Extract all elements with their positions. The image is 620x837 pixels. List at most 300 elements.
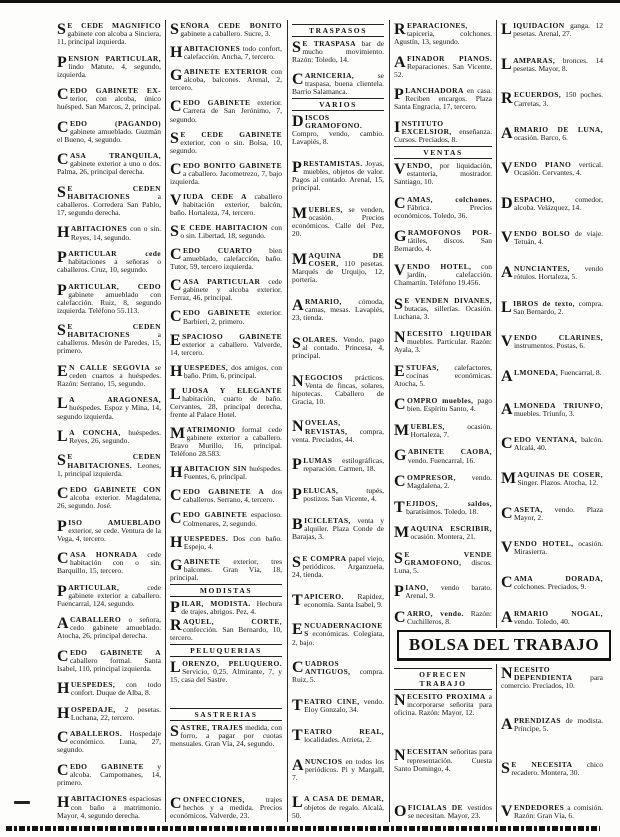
ad-body: ocasión. Barco, 6. <box>513 133 568 143</box>
ad-lead: GABINETE CAOBA, <box>394 447 492 465</box>
section <box>501 22 603 626</box>
ad-body: Leones, 1, principal izquierda. <box>57 460 161 478</box>
ad-lead: ARMARIO NOGAL, <box>501 608 603 626</box>
classified-ad <box>292 517 384 541</box>
classified-ad <box>292 160 384 192</box>
ad-lead: GRAMOFONOS POR- <box>394 228 492 246</box>
ad-body: de modista. Príncipe, 5. <box>513 716 603 734</box>
classified-ad <box>292 728 384 744</box>
column-rule <box>165 20 166 822</box>
classified-ad <box>394 196 492 220</box>
ad-body: Reparaciones. San Vicente, 52. <box>394 61 492 79</box>
ad-list <box>170 22 282 582</box>
ad-lead: SE CEDE HABITACION <box>170 223 268 241</box>
classified-ad <box>292 72 384 96</box>
ad-lead: LORENZO, PELUQUERO. <box>170 659 282 676</box>
ad-lead: PARTICULAR cede <box>57 248 161 266</box>
ad-lead: EN CALLE SEGOVIA <box>57 362 151 380</box>
classified-ad <box>292 206 384 238</box>
ad-lead: SE COMPRA <box>292 553 347 571</box>
ad-list <box>170 600 282 642</box>
classified-ad <box>57 616 161 640</box>
ad-body: caballero habitación exterior, balcón, baño. Hortaleza, 74, tercero. <box>170 191 282 218</box>
classified-ad <box>394 330 492 354</box>
ad-lead: CAMA DORADA, <box>501 574 603 592</box>
section-header: TRASPASOS <box>292 24 384 37</box>
ad-lead: PRESTAMISTAS. <box>292 158 363 176</box>
ad-body: butacas, sillerías. Ocasión. Luchana, 3. <box>394 303 492 321</box>
ad-body: con jardín, calefacción. Chamartín. Teléfono 19.456. <box>394 261 492 288</box>
ad-lead: MUEBLES, <box>394 421 445 439</box>
ad-lead: PLANCHADORA <box>394 86 464 104</box>
ad-body: chico recadero. Montera, 30. <box>511 759 604 777</box>
ad-body: ocasión. Hortaleza, 7. <box>410 421 492 439</box>
classified-ad <box>57 323 161 355</box>
ad-lead: PILAR, MODISTA. <box>170 599 251 616</box>
section <box>394 144 492 626</box>
ad-body: ganga. 12 pesetas. Arenal, 27. <box>513 22 603 39</box>
ad-lead: LIQUIDACION <box>501 22 565 38</box>
ad-lead: ALMONEDA, <box>501 368 559 386</box>
ad-lead: PIANO, <box>394 583 429 601</box>
classified-ad <box>170 364 282 380</box>
ad-body: estilográficas, reparación. Carmen, 18. <box>303 456 384 474</box>
classified-ad <box>170 247 282 271</box>
ad-body: enseñanza. Cursos. Preciados, 8. <box>394 126 492 144</box>
classified-ad <box>394 397 492 413</box>
ad-body: papel viejo, periódicos. Arganzuela, 24, tienda. <box>292 553 384 579</box>
ad-lead: CEDO BONITO GABINETE <box>170 160 282 178</box>
ad-body: de viaje. Tetuán, 4. <box>513 229 604 247</box>
ad-body: Hospedaje económico. Luna, 27, segundo. <box>57 729 161 755</box>
ad-body: calefactores, cocinas económicas. Atocha, 5. <box>394 362 492 388</box>
ad-lead: SASTRE, TRAJES <box>170 723 244 740</box>
classified-ad <box>57 22 161 46</box>
ad-lead: SEÑORA CEDE BONITO <box>170 22 282 38</box>
ad-body: todo confort, calefacción. Ancha, 7, tercero. <box>183 44 282 62</box>
classified-ad <box>394 610 492 626</box>
section-header: MODISTAS <box>170 584 282 597</box>
classified-ad <box>170 465 282 481</box>
ad-lead: LA CASA DE DEMAR, <box>292 794 384 812</box>
ad-lead: ARMARIO, <box>292 296 342 314</box>
column-5-lower <box>499 666 605 820</box>
classified-ad <box>501 506 603 522</box>
ad-body: espaciosas con baño a matrimonio. Mayor, 4, segundo derecha. <box>57 794 161 820</box>
classified-ad <box>394 551 492 575</box>
ad-body: lindo Matute, 4, segundo, izquierda. <box>57 61 161 79</box>
ad-lead: HUESPEDES, <box>170 362 229 380</box>
ad-lead: PENSION PARTICULAR, <box>57 53 161 71</box>
ad-body: gabinete exterior a uno o dos. Palma, 26, principal derecha. <box>57 159 161 177</box>
ad-lead: HOSPEDAJE, <box>57 704 116 722</box>
ad-lead: ENCUADERNACIONES <box>292 621 383 639</box>
ad-lead: CUADROS ANTIGUOS, <box>292 659 351 677</box>
section-header: VARIOS <box>292 98 384 111</box>
ad-body: Fábrica. Precios económicos. Toledo, 36. <box>394 202 492 220</box>
classified-ad <box>57 185 161 217</box>
ad-body: vendo barato. Arenal, 9. <box>405 583 492 601</box>
ad-lead: CABALLEROS. <box>57 729 123 747</box>
ad-lead: MUEBLES, <box>292 204 343 222</box>
ad-list <box>170 724 282 820</box>
column-rule <box>287 20 288 822</box>
ad-body: discos. Luna, 5. <box>394 557 492 575</box>
ad-body: habitaciones a señoras o caballeros. Cruz, 10, segundo. <box>57 257 161 275</box>
ad-body: a caballero. Jacometrezo, 7, bajo izquierda. <box>170 168 282 186</box>
classified-ad <box>170 193 282 217</box>
ad-list <box>501 666 603 820</box>
classified-ad <box>170 387 282 419</box>
ad-body: vertical. Ocasión. Cervantes, 4. <box>513 159 603 177</box>
section <box>170 642 282 706</box>
ad-body: con todo confort. Duque de Alba, 8. <box>70 680 161 698</box>
classified-ad <box>292 758 384 782</box>
ad-lead: VENDO BOLSO <box>501 229 571 247</box>
ad-lead: SOLARES. <box>292 334 338 352</box>
ad-lead: LA ARAGONESA, <box>57 395 161 413</box>
classified-ad <box>57 551 161 575</box>
ad-body: pago bien. Espíritu Santo, 4. <box>406 396 492 414</box>
ad-lead: SE CEDE GABINETE <box>170 129 282 147</box>
ad-lead: CASA PARTICULAR <box>170 277 261 295</box>
ad-lead: RECUERDOS, <box>501 90 562 108</box>
classified-ad <box>57 486 161 510</box>
ad-list <box>394 22 492 144</box>
ad-body: muebles. Particular. Razón: Ayala, 3. <box>394 337 492 355</box>
ad-lead: SE TRASPASA <box>292 39 356 56</box>
ad-body: cede gabinete exterior a caballero. Fuencarral, 124, segundo. <box>57 582 161 608</box>
classified-ad <box>170 131 282 155</box>
ad-body: 110 pesetas. Marqués de Urquijo, 12, portería. <box>292 258 384 285</box>
ad-body: espacioso. Colmenares, 2, segundo. <box>182 510 282 528</box>
classified-ad <box>394 584 492 600</box>
classified-ad <box>501 610 603 626</box>
ad-body: tupés, postizos. San Vicente, 4. <box>303 486 384 504</box>
ad-lead: VENDO, <box>394 161 433 178</box>
classified-ad <box>394 22 492 46</box>
scan-smudge <box>14 801 30 804</box>
ad-lead: SE NECESITA <box>501 759 573 777</box>
ad-body: por liquidación, estantería, mostrador. Santiago, 10. <box>394 161 492 187</box>
ad-body: gabinete a caballero. Sucre, 3. <box>180 29 271 39</box>
ad-lead: SE CEDEN HABITACIONES. <box>57 452 161 470</box>
classified-ad <box>394 297 492 321</box>
ad-body: baratísimos. Toledo, 18. <box>406 506 479 516</box>
classified-ad <box>170 488 282 504</box>
classified-ad <box>501 436 603 452</box>
ad-lead: VENDO HOTEL, <box>501 539 574 557</box>
ad-lead: VENDO CLARINES, <box>501 333 603 351</box>
classified-ad <box>394 423 492 439</box>
ad-lead: SE CEDE MAGNIFICO <box>57 22 161 38</box>
classified-ad <box>394 120 492 144</box>
ad-lead: PISO AMUEBLADO <box>57 517 161 535</box>
ad-lead: NOVELAS, REVISTAS, <box>292 418 348 436</box>
classified-ad <box>501 334 603 350</box>
ad-lead: VENDO PIANO <box>501 159 572 177</box>
ad-lead: HABITACION SIN <box>170 464 247 482</box>
classified-ad <box>394 804 492 820</box>
classified-ad <box>501 57 603 73</box>
ad-body: se ceden cuartos a huéspedes. Razón: Serrano, 15, segundo. <box>57 362 161 388</box>
ad-body: se venden, ocasión. Precios económicos. Calle del Pez, 20. <box>292 204 385 239</box>
classified-ad <box>170 426 282 458</box>
classified-ad <box>57 87 161 111</box>
bolsa-del-trabajo-heading: BOLSA DEL TRABAJO <box>397 630 611 661</box>
ad-body: vendo rótulos. Hortaleza, 5. <box>513 263 603 282</box>
ad-lead: CEDO CUARTO <box>170 246 253 264</box>
ad-lead: CEDO GABINETE <box>170 308 251 326</box>
ad-lead: PARTICULAR, CEDO <box>57 281 161 299</box>
ad-body: dos caballeros. Serrano, 4, tercero. <box>182 487 283 505</box>
section-header: SASTRERIAS <box>170 708 282 721</box>
section <box>501 666 603 820</box>
ad-lead: COMPRESOR, <box>394 472 456 490</box>
classified-ad <box>292 660 384 684</box>
classified-ad <box>170 278 282 302</box>
ad-lead: HABITACIONES <box>170 44 241 62</box>
ad-lead: CEDO GABINETE <box>170 98 251 116</box>
ad-list <box>394 693 492 820</box>
ad-list <box>170 660 282 706</box>
ad-body: gabinete amueblado con calefacción. Ruiz, 8, segundo izquierda. Teléfono 55.113. <box>57 289 161 315</box>
ad-lead: MAQUINA DE COSER, <box>292 250 384 268</box>
column-2 <box>168 22 284 820</box>
ad-lead: LAMPARAS, <box>501 55 556 73</box>
ad-body: colchones. Preciados, 9. <box>513 582 587 592</box>
classified-ad <box>394 87 492 111</box>
classified-ad <box>57 795 161 819</box>
ad-lead: CASETA, <box>501 504 543 522</box>
classified-ad <box>57 225 161 241</box>
ad-body: venta y alquiler. Plaza Conde de Barajas, 3. <box>292 515 384 542</box>
ad-body: en casa. Reciben encargos. Plaza Santa Engracia, 17, tercero. <box>394 86 493 112</box>
classified-ad <box>57 706 161 722</box>
ad-body: vestidos se necesitan. Mayor, 23. <box>407 802 492 820</box>
ad-lead: MAQUINA ESCRIBIR, <box>394 524 492 542</box>
ad-lead: CARRO, vendo. <box>394 608 464 626</box>
ad-lead: AFINADOR PIANOS. <box>394 53 492 71</box>
ad-body: trajes hechos y a medida. Precios económicos. Valverde, 23. <box>170 794 282 820</box>
ad-lead: MATRIMONIO <box>170 425 236 443</box>
ad-body: dos amigos, con baño. Prim, 6, principal. <box>183 362 282 380</box>
ad-body: Compro, vendo, cambio. Lavapiés, 8. <box>292 129 384 147</box>
ad-lead: BICICLETAS, <box>292 515 351 533</box>
ad-body: Vendo, pago al contado. Princesa, 4, principal. <box>292 334 384 360</box>
classified-ad <box>501 368 603 386</box>
ad-body: cómoda, camas, mesas. Lavapiés, 23, tienda. <box>292 296 384 322</box>
classified-ad <box>292 698 384 714</box>
classified-ad <box>170 22 282 38</box>
classified-ad <box>170 68 282 92</box>
ad-body: alcoba exterior. Magdalena, 26, segundo. José. <box>57 493 161 511</box>
classified-ad <box>57 730 161 754</box>
classified-ad <box>394 748 492 772</box>
classified-ad <box>394 263 492 287</box>
ad-body: gabinete con alcoba a Sinciera, 11, principal izquierda. <box>57 29 161 47</box>
classified-ad <box>394 364 492 388</box>
ad-body: con alcoba, balcones. Arenal, 2, tercero. <box>170 67 282 93</box>
ad-lead: PLUMAS <box>292 456 333 474</box>
ad-lead: CEDO GABINETE CON <box>57 484 161 502</box>
ad-body: y alcoba. Campomanes, 14, primero. <box>57 761 161 788</box>
section <box>394 22 492 144</box>
ad-lead: INSTITUTO EXCELSIOR, <box>394 118 452 136</box>
classified-ad <box>292 298 384 322</box>
classified-ad <box>292 795 384 819</box>
classified-ad <box>394 474 492 490</box>
ad-list <box>292 114 384 820</box>
classified-ad <box>292 374 384 406</box>
ad-list <box>292 40 384 96</box>
classified-ad <box>501 717 603 733</box>
classified-ad <box>170 660 282 684</box>
classified-ad <box>170 618 282 642</box>
ad-body: económicas. Colegiata, 2, bajo. <box>292 629 384 647</box>
ad-lead: DISCOS GRAMOFONO. <box>292 113 363 131</box>
column-4 <box>392 22 494 626</box>
ad-lead: OFICIALAS DE <box>394 802 463 820</box>
classified-ad <box>57 649 161 673</box>
ad-body: compra, venta. Preciados, 44. <box>292 426 384 444</box>
ad-lead: NECESITAN <box>394 747 448 765</box>
ad-body: Hechura de trajes, abrigos. Pez, 4. <box>181 599 283 617</box>
ad-lead: CASA TRANQUILA, <box>57 151 161 169</box>
ad-body: gabinete amueblado. Guzmán el Bueno, 4, segundo. <box>57 126 161 144</box>
ad-body: con o sin. Libertad, 18, segundo. <box>180 223 283 241</box>
classified-ad <box>501 161 603 177</box>
ad-lead: GABINETE <box>170 556 221 574</box>
ad-body: habitación, cuarto de baño. Cervantes, 28, principal derecha, frente al Palace Hotel. <box>170 393 282 420</box>
classified-ad <box>292 593 384 609</box>
ad-lead: GABINETE EXTERIOR <box>170 67 268 85</box>
column-3 <box>290 22 386 820</box>
ad-body: exterior a caballero. Valverde, 14, tercero. <box>170 339 282 357</box>
ad-body: a incorporarse señorita para oficina. Razón: Mayor, 12. <box>394 692 492 718</box>
ad-body: exterior. Carrera de San Jerónimo, 7, segundo. <box>170 98 282 124</box>
section <box>292 22 384 96</box>
classified-ad <box>292 419 384 443</box>
ad-lead: CEDO GABINETE A <box>57 647 161 665</box>
ad-body: tátiles, discos. San Bernardo, 4. <box>394 236 492 254</box>
classified-ad <box>57 283 161 315</box>
ad-body: exterior. Barbieri, 2, primero. <box>182 308 282 326</box>
ad-body: tapicería, colchones. Agustín, 13, segundo. <box>394 29 492 47</box>
ad-lead: TAPICERO. <box>292 591 344 609</box>
ad-body: a caballeros. Mesón de Paredes, 15, primero. <box>57 330 161 356</box>
ad-body: caballero formal. Santa Isabel, 110, principal izquierda. <box>57 655 161 673</box>
ad-list <box>501 22 603 626</box>
ad-lead: RAQUEL, CORTE, <box>170 616 282 634</box>
ad-body: vendo. Eloy Gonzalo, 34. <box>304 697 384 715</box>
classified-ad <box>501 300 603 316</box>
ad-lead: MAQUINAS DE COSER, <box>501 469 603 487</box>
column-5 <box>499 22 605 626</box>
section <box>292 96 384 820</box>
classified-ad <box>292 457 384 473</box>
classified-ad <box>394 693 492 717</box>
section-header: OFRECEN TRABAJO <box>394 668 492 690</box>
section <box>57 22 161 820</box>
ad-body: 2 pesetas. Luchana, 22, tercero. <box>70 704 161 722</box>
column-rule <box>389 20 390 822</box>
ad-body: Fuencarral, 8. <box>560 368 602 378</box>
ad-list <box>57 22 161 820</box>
ad-lead: COMPRO muebles, <box>394 396 474 414</box>
bottom-rule <box>6 826 600 831</box>
ad-lead: ESPACIOSO GABINETE <box>170 331 282 349</box>
classified-ad <box>501 575 603 591</box>
column-rule <box>496 20 497 628</box>
ad-body: prácticos. Venta de fincas, solares, hipotecas. Caballero de Gracia, 10. <box>292 372 384 406</box>
ad-lead: CONFECCIONES, <box>170 794 245 812</box>
ad-body: bronces. 14 pesetas. Mayor, 8. <box>513 55 604 73</box>
ad-lead: SE VENDEN DIVANES, <box>394 295 492 313</box>
classified-ad <box>170 600 282 616</box>
ad-body: huéspedes. Reyes, 26, segundo. <box>69 427 161 446</box>
ad-body: Rapidez, economía. Santa Isabel, 9. <box>304 591 384 609</box>
ad-body: exterior, se cede. Ventura de la Vega, 4, tercero. <box>57 525 161 543</box>
ad-body: objetos de regalo. Alcalá, 50. <box>292 802 384 820</box>
ad-body: exterior, con o sin. Bolsa, 10, segundo. <box>170 137 282 155</box>
ad-body: a comisión. Razón: Gran Vía, 6. <box>513 802 604 820</box>
classified-ad <box>501 471 603 487</box>
section <box>394 666 492 820</box>
ad-body: 150 poches. Carretas, 3. <box>513 90 604 108</box>
ad-body: se traspasa, buena clientela. Barrio Salamanca. <box>292 70 384 96</box>
ad-lead: APRENDIZAS <box>501 716 561 734</box>
classified-ad <box>292 40 384 64</box>
ad-body: ocasión. Montera, 21. <box>410 532 476 542</box>
classified-ad <box>501 540 603 556</box>
ad-body: para comercio. Preciados, 10. <box>501 673 603 691</box>
ad-body: vendo. Fuencarral, 16. <box>407 455 476 465</box>
classified-ad <box>394 500 492 516</box>
ad-lead: ALMONEDA TRIUNFO, <box>501 400 603 418</box>
ad-lead: REPARACIONES, <box>394 22 468 38</box>
column-rule <box>496 664 497 822</box>
ad-lead: VENDO HOTEL, <box>394 261 472 279</box>
classified-ad <box>170 535 282 551</box>
ad-body: balcón. Alcalá, 40. <box>513 435 604 453</box>
ad-lead: CASA HONRADA <box>57 550 138 568</box>
classified-ad <box>501 22 603 38</box>
classified-ad <box>170 511 282 527</box>
ad-lead: CAMAS, colchones. <box>394 194 492 212</box>
classified-ad <box>57 152 161 176</box>
ad-lead: CARNICERIA, <box>292 70 355 88</box>
ad-body: cede habitación con o sin. Barquillo, 15, tercero. <box>57 550 161 576</box>
ad-lead: SE CEDEN HABITACIONES <box>57 183 161 201</box>
section <box>170 22 282 582</box>
ad-lead: CEDO (PAGANDO) <box>57 118 161 136</box>
classified-ad <box>292 622 384 646</box>
ad-lead: LA CONCHA, <box>57 427 121 445</box>
ad-lead: ARMARIO DE LUNA, <box>501 125 603 143</box>
ad-lead: DESPACHO, <box>501 194 555 212</box>
section-header: VENTAS <box>394 146 492 159</box>
ad-body: bien amueblado, calefacción, baño. Tutor, 59, tercero izquierda. <box>170 246 282 272</box>
classified-ad <box>501 761 603 777</box>
ad-body: vendo. Toledo, 40. <box>513 616 570 626</box>
ad-lead: ANUNCIANTES, <box>501 263 570 281</box>
ad-body: Razón: Cuchilleros, 8. <box>406 608 492 626</box>
classified-ad <box>394 229 492 253</box>
ad-lead: LIBROS de texto, <box>501 298 575 316</box>
ad-body: confección. San Bernardo, 10, tercero. <box>170 624 282 642</box>
ad-lead: VENDEDORES <box>501 802 565 820</box>
